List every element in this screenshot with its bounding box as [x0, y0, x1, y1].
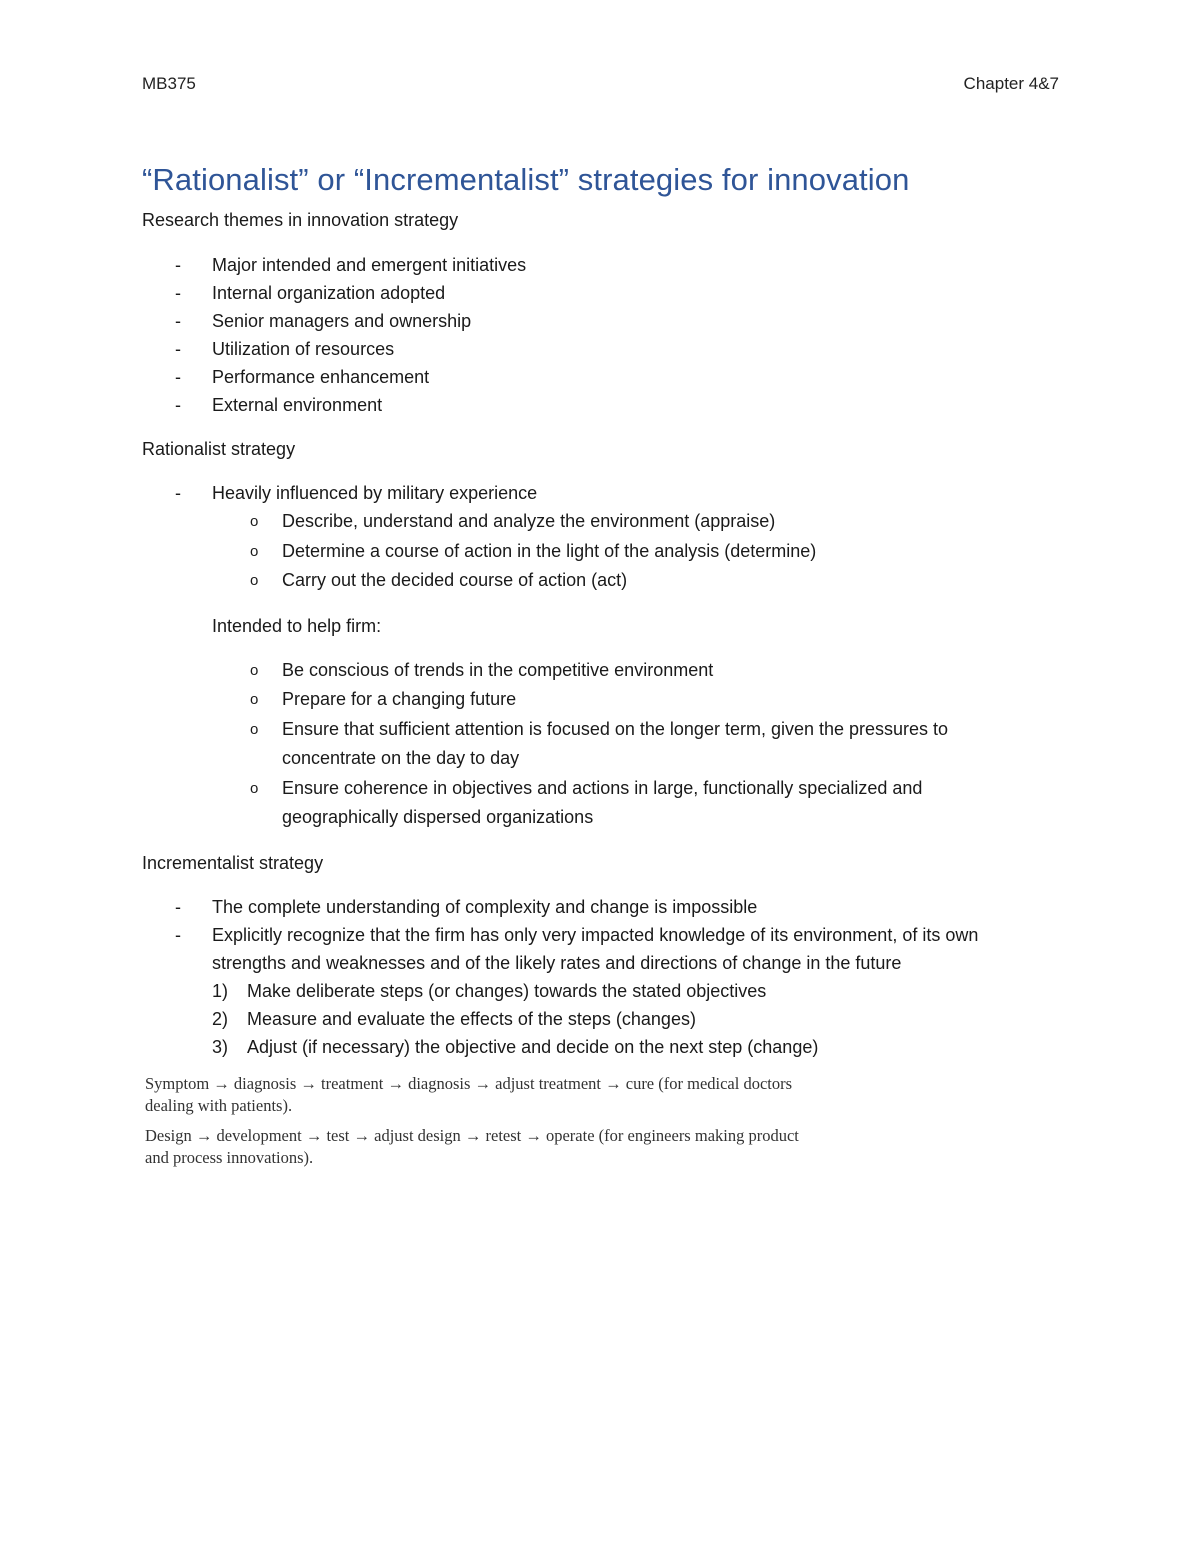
list-item-text: Determine a course of action in the light of the analysis (determine) — [282, 540, 817, 561]
research-heading: Research themes in innovation strategy — [142, 210, 459, 230]
dash-bullet: - — [175, 483, 181, 503]
intended-label: Intended to help firm: — [212, 615, 382, 636]
list-item — [142, 921, 1042, 977]
header-course-code: MB375 — [142, 74, 196, 93]
incrementalist-heading: Incrementalist strategy — [142, 852, 324, 873]
list-item — [142, 1005, 1042, 1033]
dash-bullet: - — [175, 395, 181, 415]
list-item — [142, 685, 1042, 715]
list-item-text: Prepare for a changing future — [282, 689, 517, 709]
dash-bullet: - — [175, 896, 181, 917]
list-item-text: Be conscious of trends in the competitive environment — [282, 659, 714, 680]
incrementalist-list — [142, 893, 1042, 977]
rationalist-sublist — [142, 507, 1042, 596]
circle-bullet: o — [250, 513, 259, 530]
list-item — [142, 335, 1042, 363]
list-item — [142, 307, 1042, 335]
list-item-text: Measure and evaluate the effects of the steps (changes) — [247, 1008, 696, 1029]
list-item-text: Carry out the decided course of action (act) — [282, 570, 628, 590]
list-item-text: Ensure coherence in objectives and actions in large, functionally specialized and geographically dispersed organizations — [282, 777, 923, 827]
list-item-text: Utilization of resources — [212, 339, 395, 359]
scanned-excerpt — [142, 1073, 805, 1169]
list-item — [142, 507, 1042, 537]
step-number: 1) — [212, 980, 229, 1001]
rationalist-list — [142, 479, 1042, 507]
example-medical: Symptom → diagnosis → treatment → diagnosis → adjust treatment → cure (for medical doctors dealing with patients). — [145, 1073, 793, 1115]
list-item-text: Adjust (if necessary) the objective and decide on the next step (change) — [247, 1036, 819, 1057]
list-item-text: Internal organization adopted — [212, 283, 446, 303]
list-item-text: The complete understanding of complexity and change is impossible — [212, 896, 758, 917]
list-item-text: Ensure that sufficient attention is focused on the longer term, given the pressures to concentrate on the day to day — [282, 718, 949, 768]
list-item-text: Major intended and emergent initiatives — [212, 255, 527, 275]
incrementalist-steps — [142, 977, 1042, 1061]
circle-bullet: o — [250, 720, 259, 738]
list-item-text: Senior managers and ownership — [212, 311, 472, 331]
example-engineering: Design → development → test → adjust design → retest → operate (for engineers making product and process innovations). — [145, 1125, 799, 1167]
circle-bullet: o — [250, 691, 259, 708]
list-item-text: Describe, understand and analyze the environment (appraise) — [282, 511, 776, 531]
intended-list — [142, 656, 1042, 833]
document-body — [142, 206, 1042, 1177]
circle-bullet: o — [250, 661, 259, 679]
dash-bullet: - — [175, 339, 181, 359]
dash-bullet: - — [175, 283, 181, 303]
dash-bullet: - — [175, 367, 181, 387]
list-item — [142, 537, 1042, 567]
circle-bullet: o — [250, 779, 259, 797]
dash-bullet: - — [175, 311, 181, 331]
page-title: “Rationalist” or “Incrementalist” strategies for innovation — [142, 162, 910, 197]
list-item — [142, 656, 1042, 686]
rationalist-heading: Rationalist strategy — [142, 439, 296, 459]
list-item-text: Heavily influenced by military experience — [212, 483, 538, 503]
list-item — [142, 391, 1042, 419]
list-item — [142, 479, 1042, 507]
list-item — [142, 363, 1042, 391]
research-list — [142, 251, 1042, 419]
dash-bullet: - — [175, 924, 181, 945]
list-item — [142, 893, 1042, 921]
circle-bullet: o — [250, 572, 259, 589]
list-item — [142, 715, 1042, 774]
list-item-text: Performance enhancement — [212, 367, 430, 387]
step-number: 3) — [212, 1036, 229, 1057]
list-item — [142, 977, 1042, 1005]
list-item — [142, 279, 1042, 307]
list-item — [142, 566, 1042, 596]
dash-bullet: - — [175, 255, 181, 275]
circle-bullet: o — [250, 542, 259, 560]
list-item-text: Explicitly recognize that the firm has only very impacted knowledge of its environment, of its own strengths and weaknesses and of the likely rates and directions of change in the future — [212, 924, 979, 973]
list-item — [142, 1033, 1042, 1061]
list-item-text: Make deliberate steps (or changes) towards the stated objectives — [247, 980, 767, 1001]
step-number: 2) — [212, 1008, 229, 1029]
list-item — [142, 251, 1042, 279]
list-item-text: External environment — [212, 395, 383, 415]
list-item — [142, 774, 1042, 833]
header-chapter: Chapter 4&7 — [963, 74, 1059, 93]
